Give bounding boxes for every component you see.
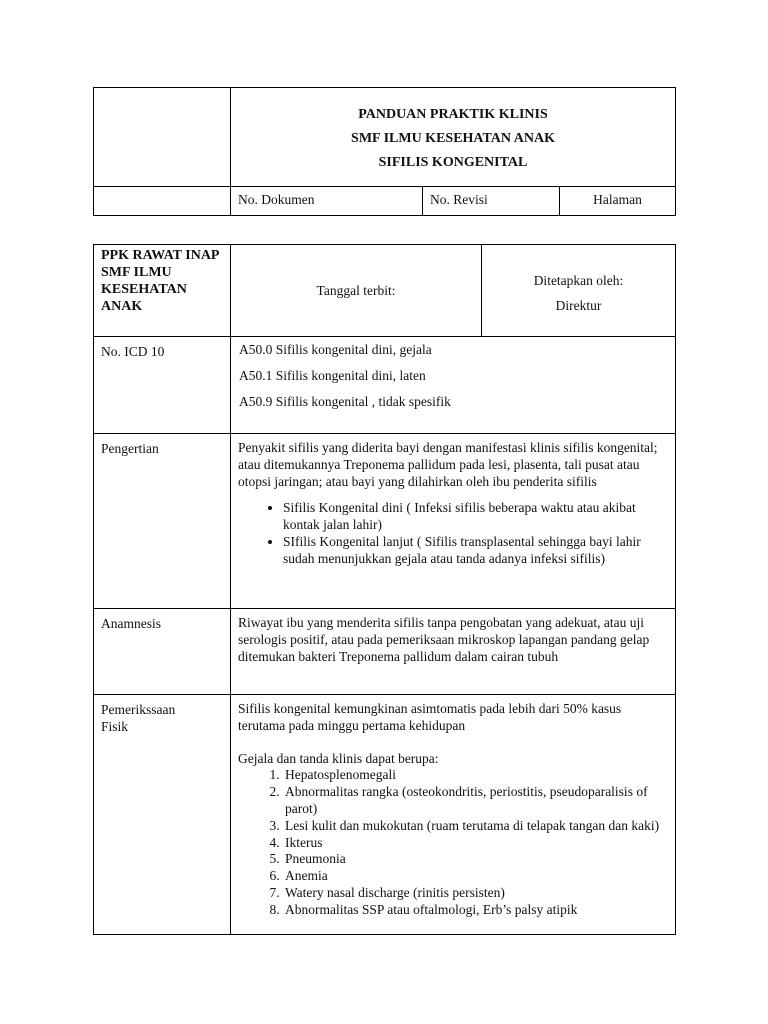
- list-item: 1. Hepatosplenomegali: [283, 767, 668, 784]
- definition-cell: [231, 434, 676, 609]
- definition-text: Penyakit sifilis yang diderita bayi dengan manifestasi klinis sifilis kongenital; atau ditemukannya Treponema pallidum pada lesi, plasenta, tali pusat atau otopsi jaringan; atau bayi yang dilahirkan oleh ibu penderita sifilis: [238, 440, 658, 489]
- icd-codes-cell: [231, 337, 676, 434]
- list-item: 2. Abnormalitas rangka (osteokondritis, periostitis, pseudoparalisis of parot): [283, 784, 668, 818]
- exam-findings-list: [238, 767, 668, 918]
- exam-label-text: Pemerikssaan Fisik: [101, 702, 176, 734]
- doc-number-label: No. Dokumen: [231, 187, 423, 216]
- approval-cell: [482, 245, 676, 337]
- list-item: 3. Lesi kulit dan mukokutan (ruam terutama di telapak tangan dan kaki): [283, 818, 668, 835]
- list-item: 7. Watery nasal discharge (rinitis persisten): [283, 885, 668, 902]
- icd-label: No. ICD 10: [94, 337, 231, 434]
- disease-title: SIFILIS KONGENITAL: [378, 155, 528, 170]
- unit-cell: [94, 245, 231, 337]
- list-item: • Sifilis Kongenital dini ( Infeksi sifilis beberapa waktu atau akibat kontak jalan lahir): [283, 500, 668, 534]
- page-label: Halaman: [560, 187, 676, 216]
- exam-cell: [231, 695, 676, 935]
- definition-bullet-list: [238, 500, 668, 567]
- anamnesis-text: Riwayat ibu yang menderita sifilis tanpa pengobatan yang adekuat, atau uji serologis positif, atau pada pemeriksaan mikroskop lapangan pandang gelap ditemukan bakteri Treponema pallidum dalam cairan tubuh: [238, 615, 650, 664]
- revision-number-label: No. Revisi: [423, 187, 560, 216]
- icd-code: A50.9 Sifilis kongenital , tidak spesifik: [239, 394, 451, 409]
- list-item: 4. Ikterus: [283, 835, 668, 852]
- anamnesis-cell: [231, 609, 676, 695]
- icd-code: A50.1 Sifilis kongenital dini, laten: [239, 368, 426, 383]
- document-header-table: [93, 87, 676, 216]
- exam-intro-text: Sifilis kongenital kemungkinan asimtomatis pada lebih dari 50% kasus terutama pada minggu pertama kehidupan: [238, 701, 622, 733]
- list-item: 5. Pneumonia: [283, 851, 668, 868]
- ppk-content-table: [93, 244, 676, 935]
- title-cell: [231, 88, 676, 187]
- list-item: • SIfilis Kongenital lanjut ( Sifilis transplasental sehingga bayi lahir sudah menunjukkan gejala atau tanda adanya infeksi sifilis): [283, 534, 668, 568]
- list-item: 6. Anemia: [283, 868, 668, 885]
- department-title: SMF ILMU KESEHATAN ANAK: [351, 131, 555, 146]
- list-item: 8. Abnormalitas SSP atau oftalmologi, Erb’s palsy atipik: [283, 902, 668, 919]
- logo-cell: [94, 88, 231, 187]
- exam-lead-text: Gejala dan tanda klinis dapat berupa:: [238, 750, 439, 766]
- exam-label: [94, 695, 231, 935]
- empty-cell: [94, 187, 231, 216]
- approved-by-label: Ditetapkan oleh:: [533, 273, 624, 288]
- icd-code: A50.0 Sifilis kongenital dini, gejala: [239, 342, 432, 357]
- issue-date-cell: [231, 245, 482, 337]
- director-label: Direktur: [555, 298, 602, 313]
- anamnesis-label: Anamnesis: [94, 609, 231, 695]
- doc-title: PANDUAN PRAKTIK KLINIS: [358, 107, 548, 122]
- unit-label: PPK RAWAT INAP SMF ILMU KESEHATAN ANAK: [101, 248, 219, 314]
- definition-label: Pengertian: [94, 434, 231, 609]
- issue-date-label: Tanggal terbit:: [316, 282, 396, 298]
